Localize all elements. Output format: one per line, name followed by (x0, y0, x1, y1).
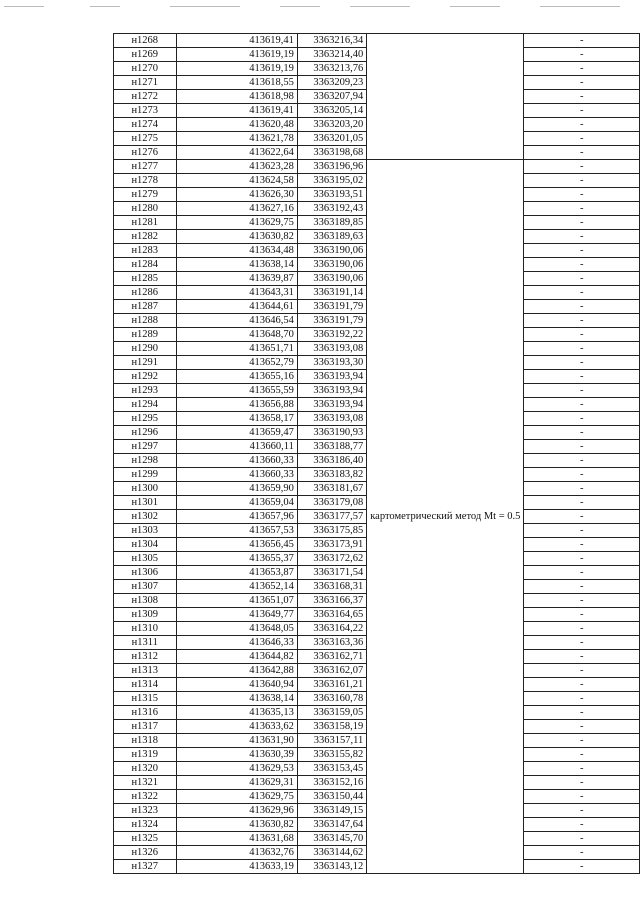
x-coordinate-cell: 413655,59 (176, 384, 297, 398)
error-dash-cell: - (524, 314, 640, 328)
x-coordinate-cell: 413651,71 (176, 342, 297, 356)
point-name-cell: н1279 (114, 188, 177, 202)
point-name-cell: н1315 (114, 692, 177, 706)
error-dash-cell: - (524, 482, 640, 496)
error-dash-cell: - (524, 818, 640, 832)
x-coordinate-cell: 413660,11 (176, 440, 297, 454)
error-dash-cell: - (524, 454, 640, 468)
error-dash-cell: - (524, 202, 640, 216)
error-dash-cell: - (524, 832, 640, 846)
error-dash-cell: - (524, 244, 640, 258)
y-coordinate-cell: 3363150,44 (297, 790, 366, 804)
x-coordinate-cell: 413632,76 (176, 846, 297, 860)
y-coordinate-cell: 3363168,31 (297, 580, 366, 594)
y-coordinate-cell: 3363175,85 (297, 524, 366, 538)
x-coordinate-cell: 413629,75 (176, 216, 297, 230)
y-coordinate-cell: 3363209,23 (297, 76, 366, 90)
x-coordinate-cell: 413655,16 (176, 370, 297, 384)
x-coordinate-cell: 413656,88 (176, 398, 297, 412)
error-dash-cell: - (524, 860, 640, 874)
point-name-cell: н1313 (114, 664, 177, 678)
y-coordinate-cell: 3363159,05 (297, 706, 366, 720)
y-coordinate-cell: 3363193,08 (297, 412, 366, 426)
x-coordinate-cell: 413652,79 (176, 356, 297, 370)
point-name-cell: н1286 (114, 286, 177, 300)
point-name-cell: н1271 (114, 76, 177, 90)
point-name-cell: н1319 (114, 748, 177, 762)
point-name-cell: н1269 (114, 48, 177, 62)
point-name-cell: н1272 (114, 90, 177, 104)
point-name-cell: н1281 (114, 216, 177, 230)
error-dash-cell: - (524, 412, 640, 426)
x-coordinate-cell: 413619,41 (176, 34, 297, 48)
y-coordinate-cell: 3363193,30 (297, 356, 366, 370)
error-dash-cell: - (524, 188, 640, 202)
point-name-cell: н1275 (114, 132, 177, 146)
error-dash-cell: - (524, 846, 640, 860)
error-dash-cell: - (524, 678, 640, 692)
y-coordinate-cell: 3363160,78 (297, 692, 366, 706)
point-name-cell: н1292 (114, 370, 177, 384)
x-coordinate-cell: 413629,31 (176, 776, 297, 790)
y-coordinate-cell: 3363195,02 (297, 174, 366, 188)
point-name-cell: н1283 (114, 244, 177, 258)
x-coordinate-cell: 413630,82 (176, 230, 297, 244)
point-name-cell: н1287 (114, 300, 177, 314)
error-dash-cell: - (524, 552, 640, 566)
error-dash-cell: - (524, 566, 640, 580)
x-coordinate-cell: 413660,33 (176, 454, 297, 468)
x-coordinate-cell: 413618,98 (176, 90, 297, 104)
error-dash-cell: - (524, 104, 640, 118)
y-coordinate-cell: 3363198,68 (297, 146, 366, 160)
point-name-cell: н1304 (114, 538, 177, 552)
x-coordinate-cell: 413638,14 (176, 258, 297, 272)
y-coordinate-cell: 3363214,40 (297, 48, 366, 62)
point-name-cell: н1302 (114, 510, 177, 524)
coordinates-table-body (114, 34, 640, 874)
point-name-cell: н1324 (114, 818, 177, 832)
error-dash-cell: - (524, 706, 640, 720)
point-name-cell: н1290 (114, 342, 177, 356)
point-name-cell: н1309 (114, 608, 177, 622)
x-coordinate-cell: 413649,77 (176, 608, 297, 622)
error-dash-cell: - (524, 160, 640, 174)
error-dash-cell: - (524, 174, 640, 188)
error-dash-cell: - (524, 776, 640, 790)
y-coordinate-cell: 3363152,16 (297, 776, 366, 790)
point-name-cell: н1318 (114, 734, 177, 748)
error-dash-cell: - (524, 692, 640, 706)
x-coordinate-cell: 413619,41 (176, 104, 297, 118)
y-coordinate-cell: 3363153,45 (297, 762, 366, 776)
y-coordinate-cell: 3363163,36 (297, 636, 366, 650)
y-coordinate-cell: 3363147,64 (297, 818, 366, 832)
y-coordinate-cell: 3363177,57 (297, 510, 366, 524)
error-dash-cell: - (524, 132, 640, 146)
y-coordinate-cell: 3363191,79 (297, 314, 366, 328)
error-dash-cell: - (524, 48, 640, 62)
x-coordinate-cell: 413657,96 (176, 510, 297, 524)
x-coordinate-cell: 413631,68 (176, 832, 297, 846)
y-coordinate-cell: 3363164,65 (297, 608, 366, 622)
error-dash-cell: - (524, 468, 640, 482)
error-dash-cell: - (524, 426, 640, 440)
x-coordinate-cell: 413635,13 (176, 706, 297, 720)
y-coordinate-cell: 3363171,54 (297, 566, 366, 580)
y-coordinate-cell: 3363190,93 (297, 426, 366, 440)
error-dash-cell: - (524, 496, 640, 510)
x-coordinate-cell: 413648,70 (176, 328, 297, 342)
y-coordinate-cell: 3363143,12 (297, 860, 366, 874)
point-name-cell: н1297 (114, 440, 177, 454)
scan-artifact-line (0, 6, 640, 10)
error-dash-cell: - (524, 734, 640, 748)
y-coordinate-cell: 3363190,06 (297, 258, 366, 272)
x-coordinate-cell: 413629,53 (176, 762, 297, 776)
point-name-cell: н1308 (114, 594, 177, 608)
x-coordinate-cell: 413629,96 (176, 804, 297, 818)
y-coordinate-cell: 3363193,94 (297, 398, 366, 412)
error-dash-cell: - (524, 328, 640, 342)
y-coordinate-cell: 3363181,67 (297, 482, 366, 496)
error-dash-cell: - (524, 62, 640, 76)
y-coordinate-cell: 3363193,51 (297, 188, 366, 202)
y-coordinate-cell: 3363201,05 (297, 132, 366, 146)
error-dash-cell: - (524, 622, 640, 636)
y-coordinate-cell: 3363191,79 (297, 300, 366, 314)
x-coordinate-cell: 413659,04 (176, 496, 297, 510)
x-coordinate-cell: 413622,64 (176, 146, 297, 160)
y-coordinate-cell: 3363196,96 (297, 160, 366, 174)
error-dash-cell: - (524, 300, 640, 314)
x-coordinate-cell: 413624,58 (176, 174, 297, 188)
x-coordinate-cell: 413643,31 (176, 286, 297, 300)
point-name-cell: н1327 (114, 860, 177, 874)
error-dash-cell: - (524, 580, 640, 594)
x-coordinate-cell: 413629,75 (176, 790, 297, 804)
point-name-cell: н1270 (114, 62, 177, 76)
point-name-cell: н1278 (114, 174, 177, 188)
error-dash-cell: - (524, 384, 640, 398)
method-cell-empty (367, 34, 524, 160)
x-coordinate-cell: 413648,05 (176, 622, 297, 636)
point-name-cell: н1303 (114, 524, 177, 538)
x-coordinate-cell: 413633,19 (176, 860, 297, 874)
y-coordinate-cell: 3363203,20 (297, 118, 366, 132)
x-coordinate-cell: 413660,33 (176, 468, 297, 482)
x-coordinate-cell: 413638,14 (176, 692, 297, 706)
x-coordinate-cell: 413634,48 (176, 244, 297, 258)
error-dash-cell: - (524, 440, 640, 454)
x-coordinate-cell: 413623,28 (176, 160, 297, 174)
point-name-cell: н1314 (114, 678, 177, 692)
point-name-cell: н1277 (114, 160, 177, 174)
y-coordinate-cell: 3363166,37 (297, 594, 366, 608)
y-coordinate-cell: 3363162,07 (297, 664, 366, 678)
y-coordinate-cell: 3363164,22 (297, 622, 366, 636)
y-coordinate-cell: 3363172,62 (297, 552, 366, 566)
x-coordinate-cell: 413620,48 (176, 118, 297, 132)
x-coordinate-cell: 413621,78 (176, 132, 297, 146)
x-coordinate-cell: 413640,94 (176, 678, 297, 692)
error-dash-cell: - (524, 76, 640, 90)
x-coordinate-cell: 413630,39 (176, 748, 297, 762)
point-name-cell: н1317 (114, 720, 177, 734)
error-dash-cell: - (524, 524, 640, 538)
error-dash-cell: - (524, 356, 640, 370)
error-dash-cell: - (524, 216, 640, 230)
x-coordinate-cell: 413658,17 (176, 412, 297, 426)
y-coordinate-cell: 3363179,08 (297, 496, 366, 510)
y-coordinate-cell: 3363189,63 (297, 230, 366, 244)
point-name-cell: н1322 (114, 790, 177, 804)
error-dash-cell: - (524, 398, 640, 412)
error-dash-cell: - (524, 664, 640, 678)
point-name-cell: н1291 (114, 356, 177, 370)
point-name-cell: н1295 (114, 412, 177, 426)
y-coordinate-cell: 3363183,82 (297, 468, 366, 482)
x-coordinate-cell: 413626,30 (176, 188, 297, 202)
x-coordinate-cell: 413659,47 (176, 426, 297, 440)
error-dash-cell: - (524, 90, 640, 104)
point-name-cell: н1293 (114, 384, 177, 398)
x-coordinate-cell: 413652,14 (176, 580, 297, 594)
error-dash-cell: - (524, 804, 640, 818)
error-dash-cell: - (524, 272, 640, 286)
point-name-cell: н1268 (114, 34, 177, 48)
y-coordinate-cell: 3363193,94 (297, 384, 366, 398)
point-name-cell: н1307 (114, 580, 177, 594)
x-coordinate-cell: 413627,16 (176, 202, 297, 216)
point-name-cell: н1282 (114, 230, 177, 244)
y-coordinate-cell: 3363207,94 (297, 90, 366, 104)
y-coordinate-cell: 3363192,22 (297, 328, 366, 342)
x-coordinate-cell: 413651,07 (176, 594, 297, 608)
point-name-cell: н1326 (114, 846, 177, 860)
error-dash-cell: - (524, 510, 640, 524)
point-name-cell: н1310 (114, 622, 177, 636)
error-dash-cell: - (524, 370, 640, 384)
point-name-cell: н1321 (114, 776, 177, 790)
x-coordinate-cell: 413618,55 (176, 76, 297, 90)
x-coordinate-cell: 413646,33 (176, 636, 297, 650)
x-coordinate-cell: 413656,45 (176, 538, 297, 552)
point-name-cell: н1274 (114, 118, 177, 132)
point-name-cell: н1323 (114, 804, 177, 818)
y-coordinate-cell: 3363192,43 (297, 202, 366, 216)
x-coordinate-cell: 413646,54 (176, 314, 297, 328)
y-coordinate-cell: 3363149,15 (297, 804, 366, 818)
x-coordinate-cell: 413657,53 (176, 524, 297, 538)
error-dash-cell: - (524, 146, 640, 160)
point-name-cell: н1300 (114, 482, 177, 496)
table-row (114, 160, 640, 174)
point-name-cell: н1311 (114, 636, 177, 650)
error-dash-cell: - (524, 342, 640, 356)
error-dash-cell: - (524, 594, 640, 608)
point-name-cell: н1284 (114, 258, 177, 272)
error-dash-cell: - (524, 34, 640, 48)
y-coordinate-cell: 3363155,82 (297, 748, 366, 762)
method-note-cell: картометрический метод Mt = 0.5 (367, 160, 524, 874)
y-coordinate-cell: 3363190,06 (297, 272, 366, 286)
error-dash-cell: - (524, 230, 640, 244)
point-name-cell: н1325 (114, 832, 177, 846)
x-coordinate-cell: 413655,37 (176, 552, 297, 566)
point-name-cell: н1285 (114, 272, 177, 286)
y-coordinate-cell: 3363216,34 (297, 34, 366, 48)
point-name-cell: н1299 (114, 468, 177, 482)
error-dash-cell: - (524, 118, 640, 132)
y-coordinate-cell: 3363161,21 (297, 678, 366, 692)
point-name-cell: н1296 (114, 426, 177, 440)
y-coordinate-cell: 3363158,19 (297, 720, 366, 734)
point-name-cell: н1294 (114, 398, 177, 412)
x-coordinate-cell: 413644,82 (176, 650, 297, 664)
y-coordinate-cell: 3363205,14 (297, 104, 366, 118)
y-coordinate-cell: 3363186,40 (297, 454, 366, 468)
point-name-cell: н1301 (114, 496, 177, 510)
y-coordinate-cell: 3363193,94 (297, 370, 366, 384)
point-name-cell: н1312 (114, 650, 177, 664)
y-coordinate-cell: 3363173,91 (297, 538, 366, 552)
point-name-cell: н1298 (114, 454, 177, 468)
error-dash-cell: - (524, 720, 640, 734)
error-dash-cell: - (524, 762, 640, 776)
table-row (114, 34, 640, 48)
error-dash-cell: - (524, 748, 640, 762)
y-coordinate-cell: 3363188,77 (297, 440, 366, 454)
x-coordinate-cell: 413630,82 (176, 818, 297, 832)
x-coordinate-cell: 413659,90 (176, 482, 297, 496)
point-name-cell: н1288 (114, 314, 177, 328)
error-dash-cell: - (524, 608, 640, 622)
y-coordinate-cell: 3363191,14 (297, 286, 366, 300)
error-dash-cell: - (524, 650, 640, 664)
x-coordinate-cell: 413653,87 (176, 566, 297, 580)
y-coordinate-cell: 3363189,85 (297, 216, 366, 230)
y-coordinate-cell: 3363190,06 (297, 244, 366, 258)
coordinates-table (113, 33, 640, 874)
error-dash-cell: - (524, 636, 640, 650)
y-coordinate-cell: 3363144,62 (297, 846, 366, 860)
y-coordinate-cell: 3363193,08 (297, 342, 366, 356)
x-coordinate-cell: 413642,88 (176, 664, 297, 678)
x-coordinate-cell: 413644,61 (176, 300, 297, 314)
y-coordinate-cell: 3363162,71 (297, 650, 366, 664)
y-coordinate-cell: 3363213,76 (297, 62, 366, 76)
point-name-cell: н1316 (114, 706, 177, 720)
point-name-cell: н1280 (114, 202, 177, 216)
x-coordinate-cell: 413633,62 (176, 720, 297, 734)
y-coordinate-cell: 3363145,70 (297, 832, 366, 846)
error-dash-cell: - (524, 258, 640, 272)
error-dash-cell: - (524, 790, 640, 804)
error-dash-cell: - (524, 286, 640, 300)
error-dash-cell: - (524, 538, 640, 552)
point-name-cell: н1273 (114, 104, 177, 118)
point-name-cell: н1289 (114, 328, 177, 342)
x-coordinate-cell: 413619,19 (176, 48, 297, 62)
point-name-cell: н1276 (114, 146, 177, 160)
point-name-cell: н1320 (114, 762, 177, 776)
y-coordinate-cell: 3363157,11 (297, 734, 366, 748)
point-name-cell: н1305 (114, 552, 177, 566)
x-coordinate-cell: 413639,87 (176, 272, 297, 286)
x-coordinate-cell: 413631,90 (176, 734, 297, 748)
point-name-cell: н1306 (114, 566, 177, 580)
x-coordinate-cell: 413619,19 (176, 62, 297, 76)
